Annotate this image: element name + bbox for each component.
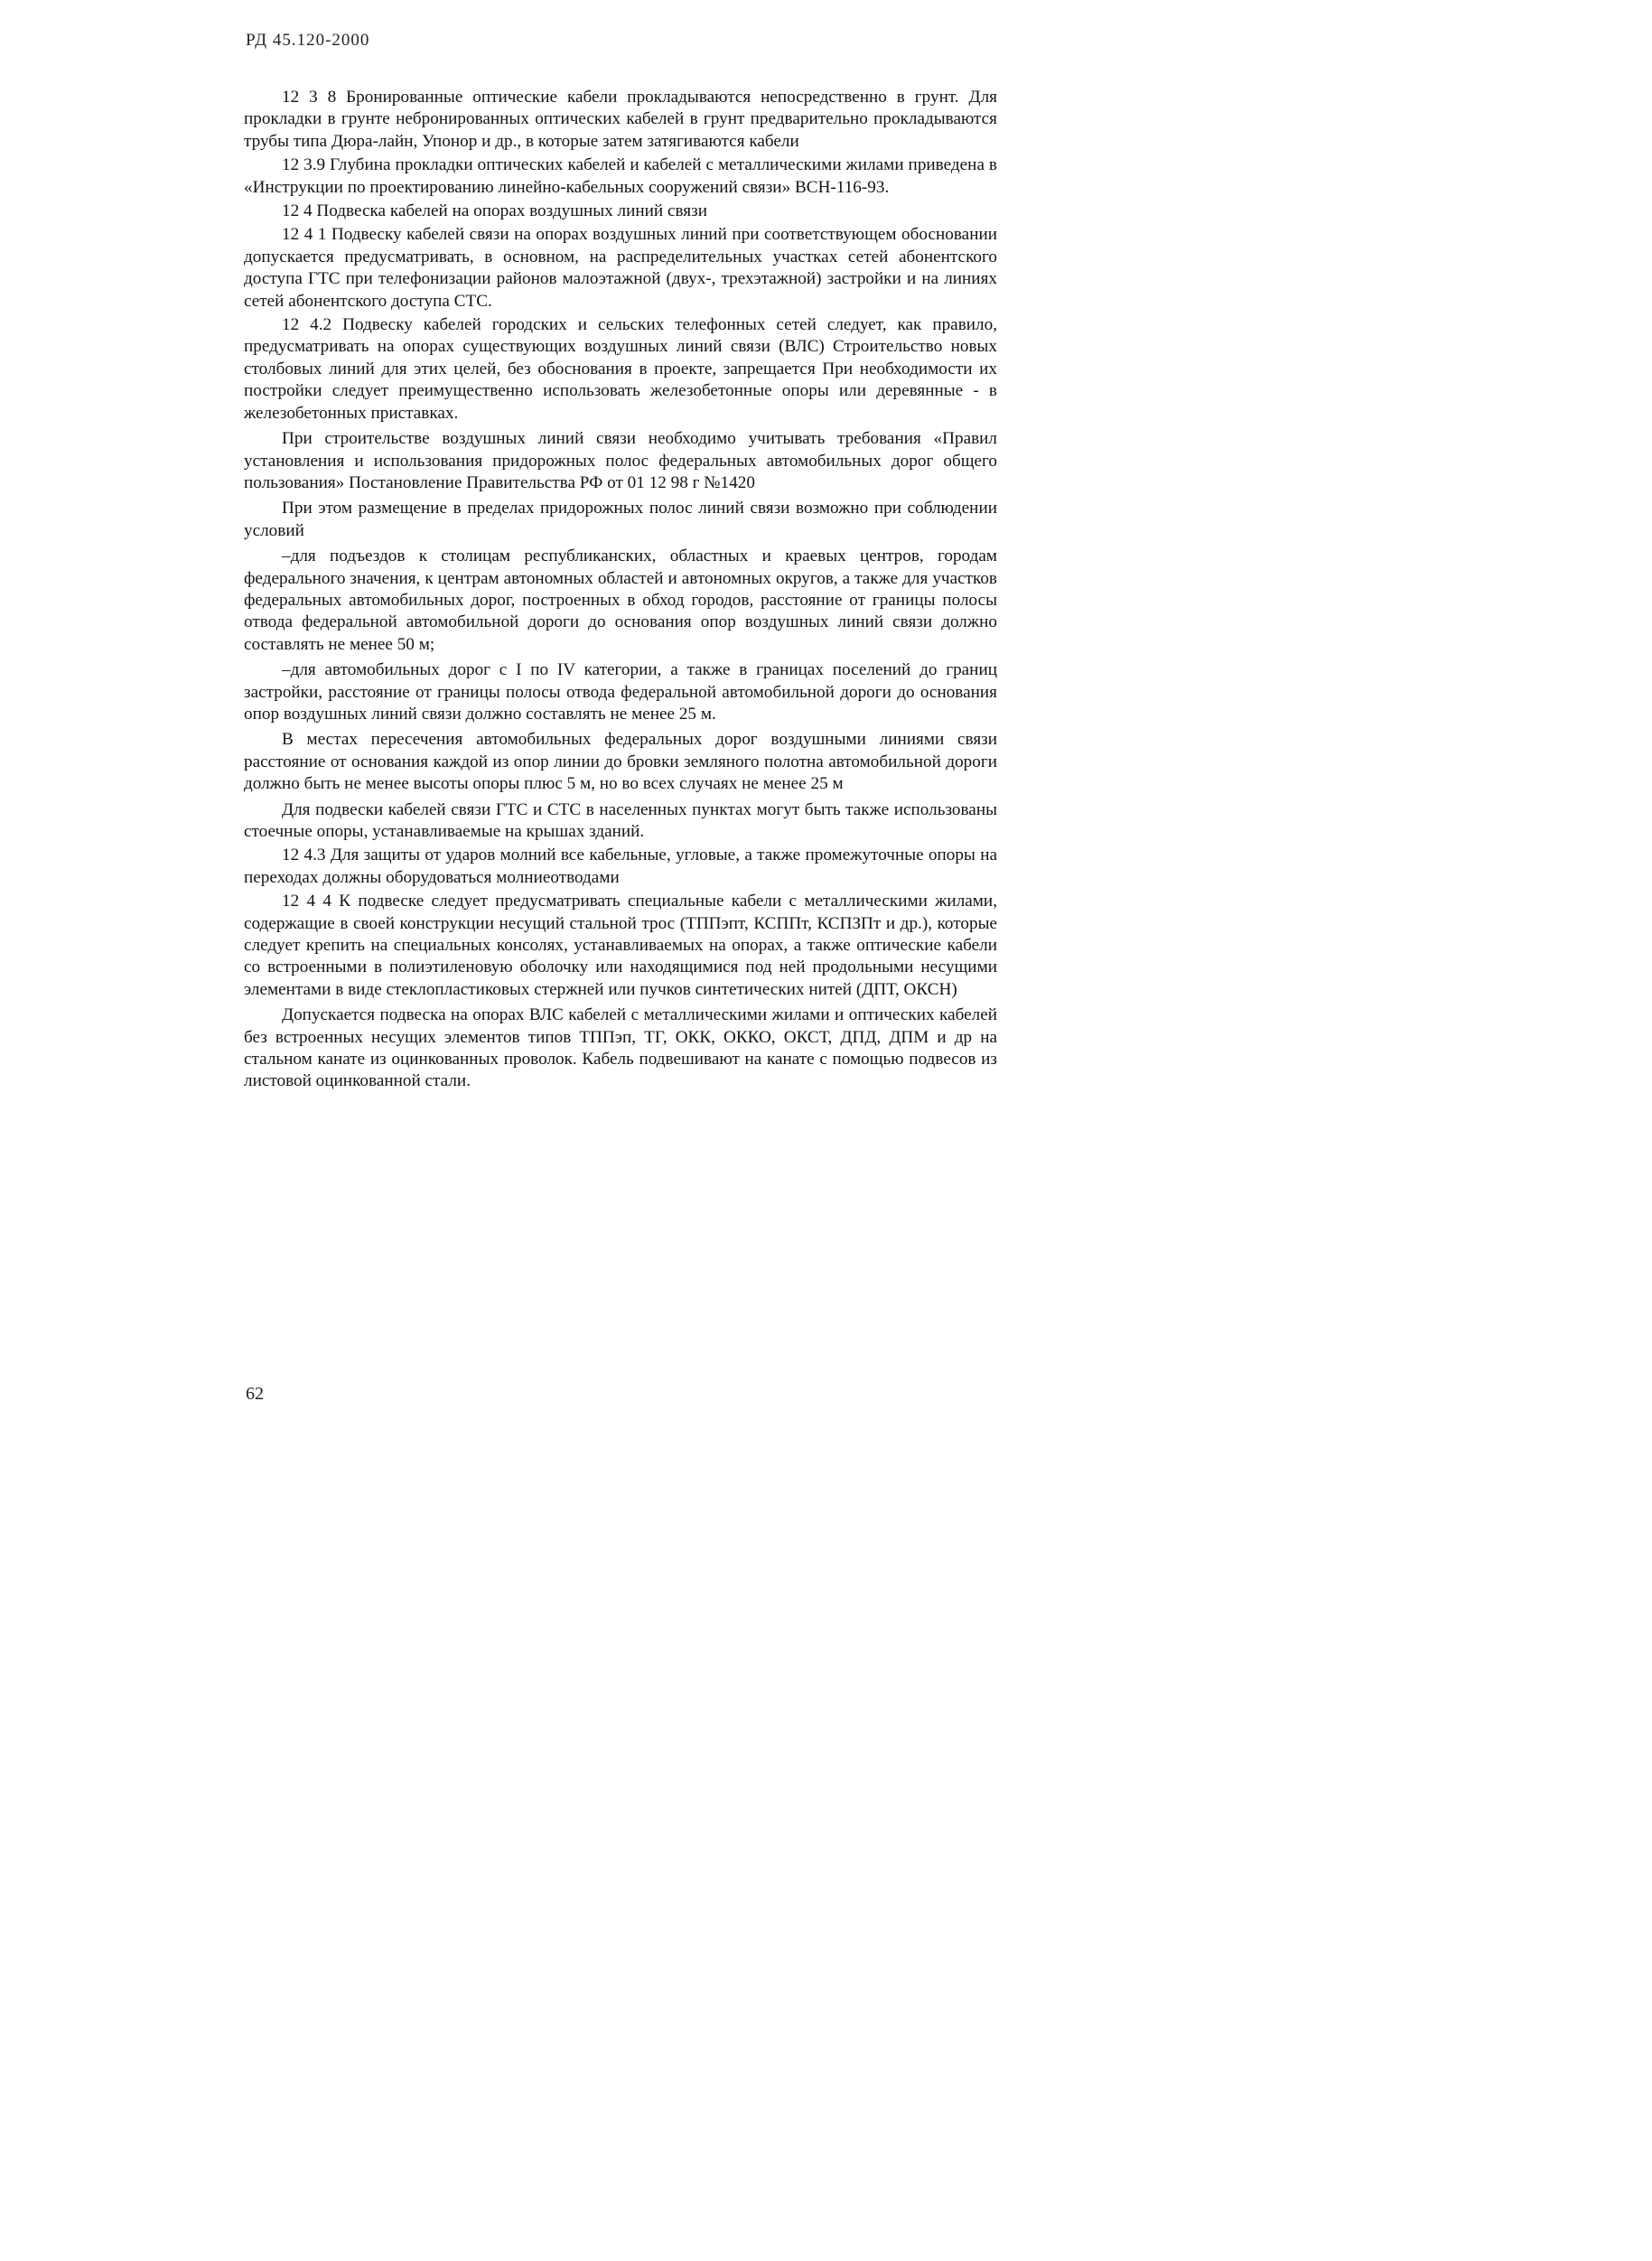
document-body — [244, 87, 997, 1095]
section-heading-12-4: 12 4 Подвеска кабелей на опорах воздушных линий связи — [282, 201, 707, 221]
paragraph-12-4-2: 12 4.2 Подвеску кабелей городских и сельских телефонных сетей следует, как правило, предусматривать на опорах существующих воздушных линий связи (ВЛС) Строительство новых столбовых линий для этих целей, без обоснования в проекте, запрещается При необходимости их постройки следует преимущественно использовать железобетонные опоры или деревянные - в железобетонных приставках. — [244, 315, 997, 423]
paragraph-road-crossings: В местах пересечения автомобильных федеральных дорог воздушными линиями связи расстояние от основания каждой из опор линии до бровки земляного полотна автомобильной дороги должно быть не менее высоты опоры плюс 5 м, но во всех случаях не менее 25 м — [244, 730, 997, 794]
paragraph-suspension-allowed: Допускается подвеска на опорах ВЛС кабелей с металлическими жилами и оптических кабелей без встроенных несущих элементов типов ТППэп, ТГ, ОКК, ОККО, ОКСТ, ДПД, ДПМ и др на стальном канате из оцинкованных проволок. Кабель подвешивают на канате с помощью подвесов из листовой оцинкованной стали. — [244, 1005, 997, 1091]
paragraph-12-3-9: 12 3.9 Глубина прокладки оптических кабелей и кабелей с металлическими жилами приведена в «Инструкции по проектированию линейно-кабельных сооружений связи» ВСН-116-93. — [244, 155, 997, 197]
page-number: 62 — [246, 1384, 264, 1404]
paragraph-12-3-8: 12 3 8 Бронированные оптические кабели прокладываются непосредственно в грунт. Для прокладки в грунте небронированных оптических кабелей в грунт предварительно прокладываются трубы типа Дюра-лайн, Упонор и др., в которые затем затягиваются кабели — [244, 88, 997, 151]
paragraph-12-4-1: 12 4 1 Подвеску кабелей связи на опорах воздушных линий при соответствующем обосновании допускается предусматривать, в основном, на распределительных участках сетей абонентского доступа ГТС при телефонизации районов малоэтажной (двух-, трехэтажной) застройки и на линиях сетей абонентского доступа СТС. — [244, 225, 997, 311]
paragraph-construction-rules: При строительстве воздушных линий связи необходимо учитывать требования «Правил установления и использования придорожных полос федеральных автомобильных дорог общего пользования» Постановление Правительства РФ от 01 12 98 г №1420 — [244, 429, 997, 492]
paragraph-12-4-3: 12 4.3 Для защиты от ударов молний все кабельные, угловые, а также промежуточные опоры на переходах должны оборудоваться молниеотводами — [244, 846, 997, 887]
document-page — [0, 0, 1016, 1445]
paragraph-12-4-4: 12 4 4 К подвеске следует предусматривать специальные кабели с металлическими жилами, содержащие в своей конструкции несущий стальной трос (ТППэпт, КСППт, КСПЗПт и др.), которые следует крепить на специальных консолях, устанавливаемых на опорах, а также оптические кабели со встроенными в полиэтиленовую оболочку или находящимися под ней продольными несущими элементами в виде стеклопластиковых стержней или пучков синтетических нитей (ДПТ, ОКСН) — [244, 892, 997, 999]
paragraph-placement-conditions: При этом размещение в пределах придорожных полос линий связи возможно при соблюдении условий — [244, 499, 997, 540]
list-item-condition-50m: –для подъездов к столицам республиканских, областных и краевых центров, городам федерального значения, к центрам автономных областей и автономных округов, а также для участков федеральных автомобильных дорог, построенных в обход городов, расстояние от границы полосы отвода федеральной автомобильной дороги до основания опор воздушных линий связи должно составлять не менее 50 м; — [244, 547, 997, 654]
document-header: РД 45.120-2000 — [246, 31, 370, 50]
paragraph-roof-supports: Для подвески кабелей связи ГТС и СТС в населенных пунктах могут быть также использованы стоечные опоры, устанавливаемые на крышах зданий. — [244, 799, 997, 841]
list-item-condition-25m: –для автомобильных дорог с I по IV категории, а также в границах поселений до границ застройки, расстояние от границы полосы отвода федеральной автомобильной дороги до основания опор воздушных линий связи должно составлять не менее 25 м. — [244, 660, 997, 724]
